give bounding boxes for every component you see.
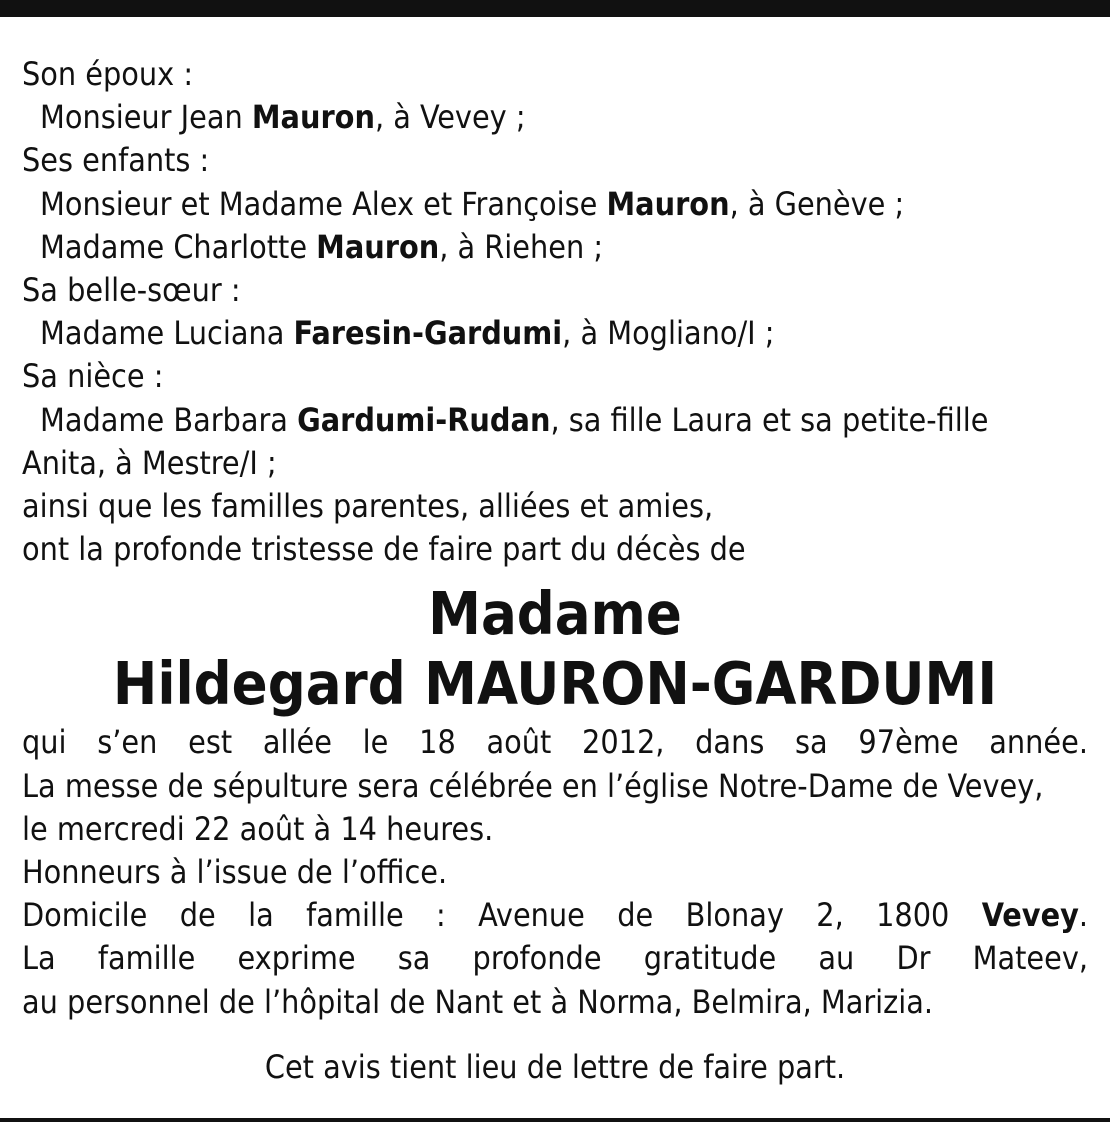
text-run: ont la profonde tristesse de faire part du décès de xyxy=(22,530,746,569)
text-run: au personnel de l’hôpital de Nant et à Norma, Belmira, Marizia. xyxy=(22,982,934,1021)
text-run: Son époux : xyxy=(22,55,194,93)
notice-line-niece-heading xyxy=(22,355,1088,398)
notice-line-announcement xyxy=(22,528,1088,571)
notice-detail-domicile xyxy=(22,894,1088,937)
text-run: , à Vevey ; xyxy=(374,98,526,137)
text-run: Domicile de la famille : Avenue de Blonay 2, 1800 xyxy=(22,896,982,935)
notice-line-spouse-heading xyxy=(22,53,1088,96)
text-run: Sa nièce : xyxy=(22,357,164,396)
text-run: le mercredi 22 août à 14 heures. xyxy=(22,809,494,848)
text-run: Madame Charlotte xyxy=(40,227,317,266)
notice-detail-date xyxy=(22,721,1088,764)
text-run: , sa fille Laura et sa petite-fille xyxy=(550,400,989,439)
place-name: Vevey xyxy=(981,896,1079,935)
family-name: Faresin-Gardumi xyxy=(293,314,563,353)
text-run: , à Genève ; xyxy=(729,184,905,223)
notice-line-niece-continued xyxy=(22,442,1088,485)
deceased-full-name: Hildegard MAURON-GARDUMI xyxy=(112,649,998,719)
notice-detail-gratitude-continued xyxy=(22,981,1088,1024)
notice-closing: Cet avis tient lieu de lettre de faire part. xyxy=(264,1047,846,1086)
text-run: qui s’en est allée le 18 août 2012, dans sa 97ème année. xyxy=(22,723,1088,762)
family-name: Mauron xyxy=(606,184,730,223)
notice-line-child-1 xyxy=(22,183,1088,226)
notice-detail-honours xyxy=(22,851,1088,894)
text-run: Madame Luciana xyxy=(40,314,294,353)
notice-line-children-heading xyxy=(22,139,1088,182)
notice-detail-gratitude xyxy=(22,937,1088,980)
family-name: Mauron xyxy=(316,227,440,266)
notice-line-niece xyxy=(22,399,1088,442)
text-run: Madame Barbara xyxy=(40,400,298,439)
notice-line-sister-in-law xyxy=(22,312,1088,355)
text-run: Monsieur Jean xyxy=(40,98,252,137)
text-run: Sa belle-sœur : xyxy=(22,271,241,310)
notice-line-family xyxy=(22,485,1088,528)
text-run: La messe de sépulture sera célébrée en l’église Notre-Dame de Vevey, xyxy=(22,766,1044,805)
text-run: Ses enfants : xyxy=(22,141,210,180)
text-run: ainsi que les familles parentes, alliées et amies, xyxy=(22,487,714,526)
notice-line-sister-in-law-heading xyxy=(22,269,1088,312)
text-run: Honneurs à l’issue de l’office. xyxy=(22,853,448,892)
notice-line-spouse xyxy=(22,96,1088,139)
notice-detail-time xyxy=(22,808,1088,851)
notice-line-child-2 xyxy=(22,226,1088,269)
notice-content xyxy=(22,53,1088,1089)
text-run: , à Riehen ; xyxy=(439,227,604,266)
text-run: Anita, à Mestre/I ; xyxy=(22,443,277,482)
text-run: , à Mogliano/I ; xyxy=(562,314,775,353)
text-run: Monsieur et Madame Alex et Françoise xyxy=(40,184,607,223)
family-name: Mauron xyxy=(251,98,375,137)
family-name: Gardumi-Rudan xyxy=(297,400,551,439)
notice-detail-mass xyxy=(22,765,1088,808)
text-run: La famille exprime sa profonde gratitude au Dr Mateev, xyxy=(22,939,1088,978)
deceased-name xyxy=(22,579,1088,719)
deceased-title: Madame xyxy=(428,579,682,649)
text-run: . xyxy=(1078,896,1088,935)
